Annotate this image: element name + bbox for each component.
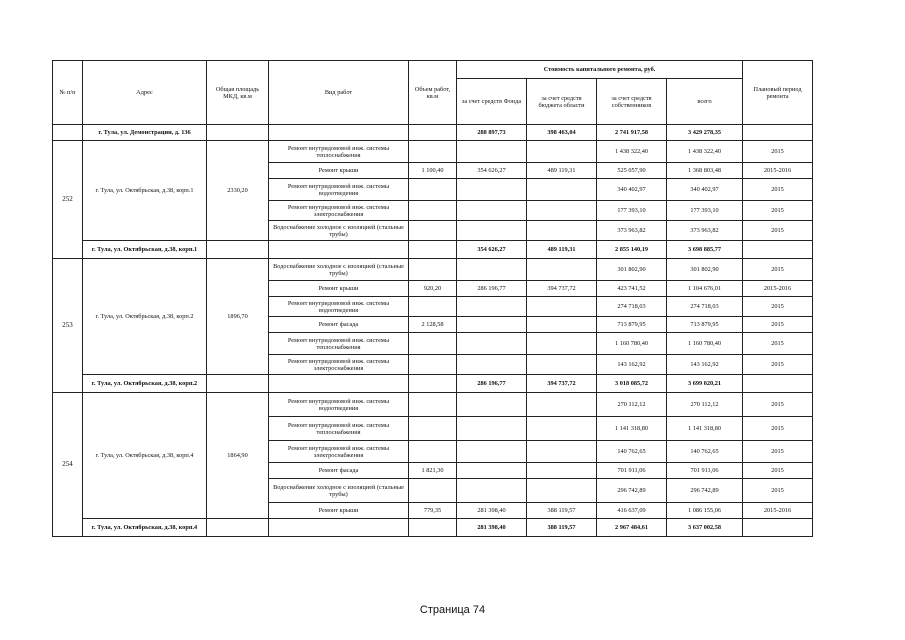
subtotal-fund: 281 398,40	[457, 519, 527, 537]
page-number: Страница 74	[419, 604, 486, 616]
repair-period: 2015	[743, 297, 813, 317]
cost-owners: 1 160 780,40	[597, 333, 667, 355]
cost-owners: 373 963,82	[597, 221, 667, 241]
building-address: г. Тула, ул. Октябрьская, д.38, корп.2	[83, 259, 207, 375]
cost-total: 301 802,90	[667, 259, 743, 281]
repair-period: 2015	[743, 441, 813, 463]
cost-fund	[457, 417, 527, 441]
work-volume	[409, 179, 457, 201]
total-fund: 288 897,73	[457, 125, 527, 141]
work-type: Водоснабжение холодное с изоляцией (стальные трубы)	[269, 479, 409, 503]
cost-fund: 281 398,40	[457, 503, 527, 519]
header-region: за счет средств бюджета области	[527, 79, 597, 125]
header-work-type: Вид работ	[269, 61, 409, 125]
header-no: № п/п	[53, 61, 83, 125]
capital-repair-table-sheet	[52, 60, 812, 537]
cost-region	[527, 317, 597, 333]
table-row	[53, 259, 813, 281]
repair-period: 2015	[743, 333, 813, 355]
cost-total: 1 368 803,48	[667, 163, 743, 179]
cost-fund	[457, 441, 527, 463]
cost-fund	[457, 463, 527, 479]
work-type: Ремонт внутридомовой инж. системы теплоснабжения	[269, 417, 409, 441]
subtotal-owners: 2 855 140,19	[597, 241, 667, 259]
subtotal-address: г. Тула, ул. Октябрьская, д.38, корп.2	[83, 375, 207, 393]
cell-empty	[207, 125, 269, 141]
cost-region	[527, 417, 597, 441]
table-row	[53, 141, 813, 163]
work-volume	[409, 259, 457, 281]
cost-fund	[457, 201, 527, 221]
cost-owners: 1 141 318,80	[597, 417, 667, 441]
header-volume: Объем работ, кв.м	[409, 61, 457, 125]
total-owners: 2 741 917,58	[597, 125, 667, 141]
table-header	[53, 61, 813, 125]
work-volume	[409, 221, 457, 241]
cell-empty	[53, 125, 83, 141]
building-area: 2330,20	[207, 141, 269, 241]
work-volume: 1 100,40	[409, 163, 457, 179]
cost-owners: 713 879,95	[597, 317, 667, 333]
repair-period: 2015	[743, 479, 813, 503]
repair-period: 2015	[743, 317, 813, 333]
header-owners: за счет средств собственников	[597, 79, 667, 125]
header-area: Общая площадь МКД, кв.м	[207, 61, 269, 125]
repair-period: 2015	[743, 417, 813, 441]
work-type: Ремонт внутридомовой инж. системы теплоснабжения	[269, 333, 409, 355]
work-type: Ремонт внутридомовой инж. системы водоотведения	[269, 393, 409, 417]
work-type: Ремонт фасада	[269, 463, 409, 479]
cell-empty	[269, 125, 409, 141]
table-body	[53, 125, 813, 537]
subtotal-total: 3 699 020,21	[667, 375, 743, 393]
cost-region	[527, 441, 597, 463]
subtotal-total: 3 698 885,77	[667, 241, 743, 259]
cost-total: 274 718,03	[667, 297, 743, 317]
cost-region	[527, 297, 597, 317]
work-type: Ремонт внутридомовой инж. системы электроснабжения	[269, 355, 409, 375]
table-row-subtotal	[53, 241, 813, 259]
subtotal-region: 394 737,72	[527, 375, 597, 393]
cost-owners: 143 162,92	[597, 355, 667, 375]
cost-region: 388 119,57	[527, 503, 597, 519]
work-type: Ремонт фасада	[269, 317, 409, 333]
repair-period: 2015-2016	[743, 281, 813, 297]
cell-empty	[269, 519, 409, 537]
work-type: Ремонт крыши	[269, 281, 409, 297]
row-number: 253	[53, 259, 83, 393]
cost-total: 143 162,92	[667, 355, 743, 375]
cell-empty	[207, 375, 269, 393]
table-row-top-total	[53, 125, 813, 141]
cost-fund	[457, 297, 527, 317]
cell-empty	[269, 241, 409, 259]
cost-fund	[457, 259, 527, 281]
table-row-subtotal	[53, 519, 813, 537]
cost-total: 1 086 155,06	[667, 503, 743, 519]
repair-period: 2015	[743, 355, 813, 375]
cost-owners: 340 402,97	[597, 179, 667, 201]
cell-empty	[409, 375, 457, 393]
repair-period: 2015-2016	[743, 163, 813, 179]
work-type: Водоснабжение холодное с изоляцией (стальные трубы)	[269, 259, 409, 281]
cost-owners: 270 112,12	[597, 393, 667, 417]
cost-owners: 701 911,06	[597, 463, 667, 479]
cost-region	[527, 201, 597, 221]
subtotal-address: г. Тула, ул. Октябрьская, д.38, корп.4	[83, 519, 207, 537]
cell-empty	[269, 375, 409, 393]
work-type: Водоснабжение холодное с изоляцией (стальные трубы)	[269, 221, 409, 241]
cell-empty	[207, 241, 269, 259]
total-region: 398 463,04	[527, 125, 597, 141]
cost-region	[527, 179, 597, 201]
cost-total: 713 879,95	[667, 317, 743, 333]
subtotal-total: 3 637 002,58	[667, 519, 743, 537]
header-period: Плановый период ремонта	[743, 61, 813, 125]
repair-period: 2015	[743, 259, 813, 281]
cost-fund: 286 196,77	[457, 281, 527, 297]
building-area: 1896,70	[207, 259, 269, 375]
cost-region	[527, 479, 597, 503]
cost-region	[527, 141, 597, 163]
cost-total: 373 963,82	[667, 221, 743, 241]
cost-fund	[457, 179, 527, 201]
work-volume	[409, 393, 457, 417]
cost-region	[527, 355, 597, 375]
repair-period: 2015	[743, 179, 813, 201]
cost-fund	[457, 479, 527, 503]
cell-empty	[743, 519, 813, 537]
cost-total: 140 762,65	[667, 441, 743, 463]
cost-fund	[457, 393, 527, 417]
work-type: Ремонт крыши	[269, 503, 409, 519]
work-volume	[409, 201, 457, 221]
cell-empty	[207, 519, 269, 537]
work-type: Ремонт внутридомовой инж. системы водоотведения	[269, 179, 409, 201]
row-number: 254	[53, 393, 83, 537]
work-volume	[409, 333, 457, 355]
cell-empty	[409, 519, 457, 537]
cost-region	[527, 221, 597, 241]
table-row	[53, 393, 813, 417]
subtotal-owners: 2 967 484,61	[597, 519, 667, 537]
cost-owners: 1 438 322,40	[597, 141, 667, 163]
cost-owners: 301 802,90	[597, 259, 667, 281]
work-volume	[409, 417, 457, 441]
subtotal-region: 388 119,57	[527, 519, 597, 537]
cost-fund	[457, 317, 527, 333]
building-address: г. Тула, ул. Октябрьская, д.38, корп.1	[83, 141, 207, 241]
cost-total: 1 104 676,01	[667, 281, 743, 297]
subtotal-fund: 286 196,77	[457, 375, 527, 393]
work-type: Ремонт внутридомовой инж. системы электроснабжения	[269, 201, 409, 221]
cost-owners: 274 718,03	[597, 297, 667, 317]
cost-fund	[457, 355, 527, 375]
cost-owners: 296 742,89	[597, 479, 667, 503]
cost-region	[527, 463, 597, 479]
work-type: Ремонт внутридомовой инж. системы электроснабжения	[269, 441, 409, 463]
cost-total: 1 438 322,40	[667, 141, 743, 163]
capital-repair-table	[52, 60, 813, 537]
building-address: г. Тула, ул. Октябрьская, д.38, корп.4	[83, 393, 207, 519]
cost-total: 296 742,89	[667, 479, 743, 503]
header-address: Адрес	[83, 61, 207, 125]
work-volume: 2 128,58	[409, 317, 457, 333]
subtotal-owners: 3 018 085,72	[597, 375, 667, 393]
cost-owners: 140 762,65	[597, 441, 667, 463]
total-address: г. Тула, ул. Демонстрации, д. 136	[83, 125, 207, 141]
cost-total: 1 160 780,40	[667, 333, 743, 355]
cost-total: 1 141 318,80	[667, 417, 743, 441]
repair-period: 2015	[743, 463, 813, 479]
cost-total: 701 911,06	[667, 463, 743, 479]
cell-empty	[743, 125, 813, 141]
cost-owners: 423 741,52	[597, 281, 667, 297]
cost-region	[527, 393, 597, 417]
cost-fund	[457, 221, 527, 241]
header-total: всего	[667, 79, 743, 125]
cost-total: 177 393,10	[667, 201, 743, 221]
cost-fund	[457, 141, 527, 163]
repair-period: 2015-2016	[743, 503, 813, 519]
work-type: Ремонт внутридомовой инж. системы теплоснабжения	[269, 141, 409, 163]
work-volume	[409, 141, 457, 163]
work-volume	[409, 441, 457, 463]
cell-empty	[743, 241, 813, 259]
cost-region: 394 737,72	[527, 281, 597, 297]
cell-empty	[743, 375, 813, 393]
cost-owners: 416 637,09	[597, 503, 667, 519]
cell-empty	[409, 125, 457, 141]
subtotal-fund: 354 626,27	[457, 241, 527, 259]
cost-region	[527, 259, 597, 281]
work-type: Ремонт крыши	[269, 163, 409, 179]
cost-region: 489 119,31	[527, 163, 597, 179]
cost-owners: 525 057,90	[597, 163, 667, 179]
cell-empty	[409, 241, 457, 259]
cost-region	[527, 333, 597, 355]
repair-period: 2015	[743, 221, 813, 241]
cost-fund: 354 626,27	[457, 163, 527, 179]
row-number: 252	[53, 141, 83, 259]
work-type: Ремонт внутридомовой инж. системы водоотведения	[269, 297, 409, 317]
total-sum: 3 429 278,35	[667, 125, 743, 141]
work-volume	[409, 479, 457, 503]
repair-period: 2015	[743, 141, 813, 163]
subtotal-address: г. Тула, ул. Октябрьская, д.38, корп.1	[83, 241, 207, 259]
cost-total: 340 402,97	[667, 179, 743, 201]
work-volume	[409, 297, 457, 317]
work-volume: 779,35	[409, 503, 457, 519]
cost-owners: 177 393,10	[597, 201, 667, 221]
header-cost-group: Стоимость капитального ремонта, руб.	[457, 61, 743, 79]
cost-fund	[457, 333, 527, 355]
work-volume: 920,20	[409, 281, 457, 297]
cost-total: 270 112,12	[667, 393, 743, 417]
header-fund: за счет средств Фонда	[457, 79, 527, 125]
table-row-subtotal	[53, 375, 813, 393]
subtotal-region: 489 119,31	[527, 241, 597, 259]
repair-period: 2015	[743, 393, 813, 417]
building-area: 1864,90	[207, 393, 269, 519]
work-volume	[409, 355, 457, 375]
repair-period: 2015	[743, 201, 813, 221]
work-volume: 1 821,30	[409, 463, 457, 479]
